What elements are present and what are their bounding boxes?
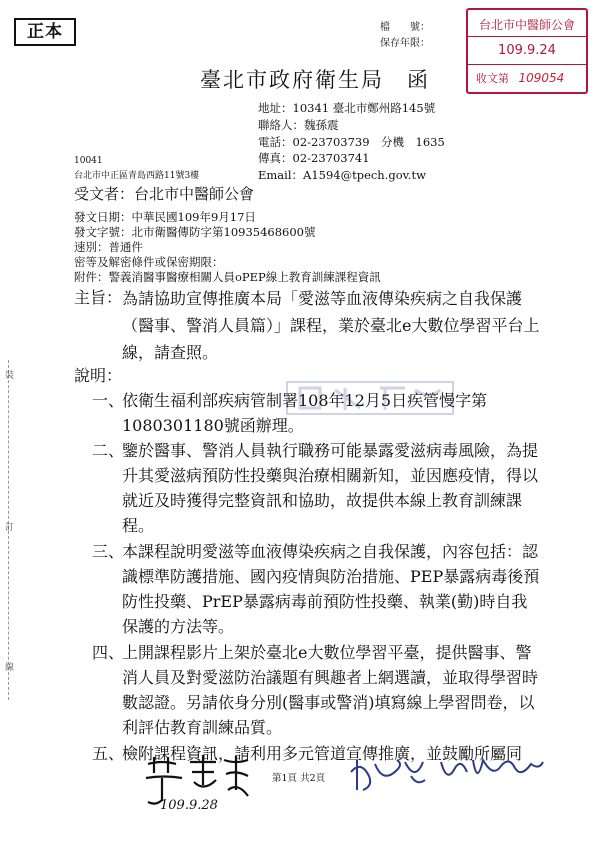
secrecy-level: 密等及解密條件或保密期限： [74,255,224,269]
address-line: 地址：10341 臺北市鄭州路145號 [258,101,436,115]
item-number: 五、 [92,744,125,763]
page-number: 第1頁 共2頁 [272,773,326,784]
recipient-postal-address: 台北市中正區青島西路11號3樓 [74,171,200,181]
item-text: 鑒於醫事、警消人員執行職務可能暴露愛滋病毒風險，為提升其愛滋病預防性投藥與治療相關新知，並因應疫情，得以就近及時獲得完整資訊和協助，故提供本線上教育訓練課程。 [122,441,539,535]
issue-date: 發文日期：中華民國109年9月17日 [74,210,256,224]
subject-label: 主旨： [74,288,123,307]
item-number: 二、 [92,441,125,460]
item-text: 依衛生福利部疾病管制署108年12月5日疾管慢字第1080301180號函辦理。 [122,391,488,435]
handwritten-date: 109.9.28 [160,798,218,813]
item-text: 本課程說明愛滋等血液傳染疾病之自我保護，內容包括：認識標準防護措施、國內疫情與防治措施、PEP暴露病毒後預防性投藥、PrEP暴露病毒前預防性投藥、執業(勤)時自我保護的方法等。 [122,542,540,636]
item-number: 四、 [92,643,125,662]
explanation-label: 說明： [74,366,123,385]
email-line: Email：A1594@tpech.gov.tw [258,168,426,182]
contact-line: 聯絡人：魏孫震 [258,118,339,132]
binding-mark-bottom: 線 [5,663,15,673]
subject-text: 為請協助宣傳推廣本局「愛滋等血液傳染疾病之自我保護（醫事、警消人員篇）」課程，業於臺北e大數位學習平台上線，請查照。 [122,289,540,362]
item-text: 上開課程影片上架於臺北e大數位學習平臺，提供醫事、警消人員及對愛滋防治議題有興趣者上網選讀，並取得學習時數認證。另請依身分別(醫事或警消)填寫線上學習問卷，以利評估教育訓練品質。 [122,643,539,737]
phone-line: 電話：02-23703739 分機 1635 [258,135,445,149]
archive-period-label: 保存年限： [380,38,430,49]
faint-stamp-impression [285,380,455,416]
archive-number-label: 檔 號： [380,22,430,33]
signature-right [345,752,560,804]
recipient-postcode: 10041 [74,156,103,166]
document-title: 臺北市政府衛生局 函 [200,68,430,92]
item-number: 一、 [92,391,125,410]
received-stamp-org: 台北市中醫師公會 [478,18,575,32]
received-stamp-date: 109.9.24 [498,43,556,58]
original-copy-stamp: 正本 [14,18,76,46]
received-stamp-doc-label: 收文第 [476,72,509,85]
item-number: 三、 [92,542,125,561]
attachment-line: 附件：警義消醫事醫療相關人員oPEP線上教育訓練課程資訊 [74,270,381,284]
speed-class: 速別：普通件 [74,240,143,254]
received-stamp-doc-number: 109054 [518,71,565,85]
received-stamp [466,8,588,94]
item-text: 檢附課程資訊，請利用多元管道宣傳推廣，並鼓勵所屬同 [122,744,523,763]
binding-mark-middle: 訂 [5,523,15,533]
issue-number: 發文字號：北市衛醫傳防字第10935468600號 [74,225,316,239]
recipient-line: 受文者：台北市中醫師公會 [74,185,255,203]
fax-line: 傳真：02-23703741 [258,151,370,165]
binding-mark-top: 裝 [5,371,15,381]
